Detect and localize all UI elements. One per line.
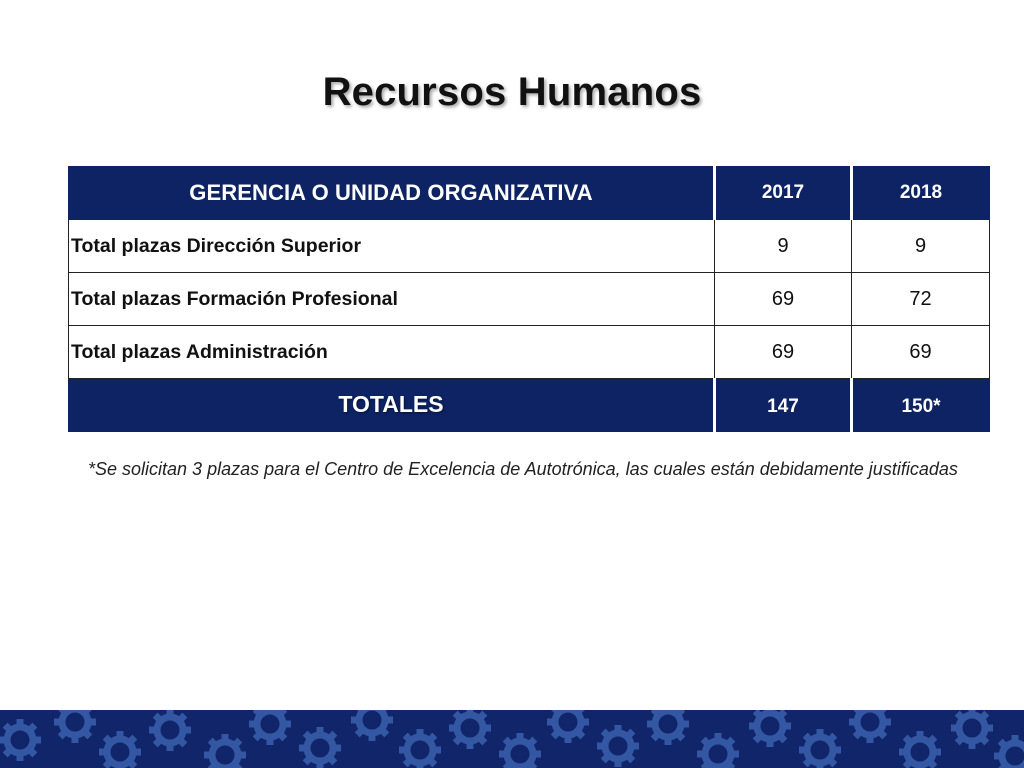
row-value: 9 — [715, 220, 852, 273]
totals-value-2018: 150* — [852, 379, 990, 432]
header-year-2017: 2017 — [715, 167, 852, 220]
header-unit-cell: GERENCIA O UNIDAD ORGANIZATIVA — [69, 167, 715, 220]
page-title: Recursos Humanos — [322, 70, 702, 114]
header-year-2018: 2018 — [852, 167, 990, 220]
row-label: Total plazas Formación Profesional — [69, 273, 715, 326]
row-value: 69 — [852, 326, 990, 379]
table-row — [69, 326, 990, 379]
totals-label: TOTALES — [69, 379, 715, 432]
row-value: 9 — [852, 220, 990, 273]
hr-table — [68, 166, 990, 432]
footer-band — [0, 710, 1024, 768]
row-value: 69 — [715, 273, 852, 326]
footnote: *Se solicitan 3 plazas para el Centro de Excelencia de Autotrónica, las cuales están debidamente justificadas — [88, 459, 958, 479]
totals-row — [69, 379, 990, 432]
table-row — [69, 220, 990, 273]
row-value: 72 — [852, 273, 990, 326]
totals-value-2017: 147 — [715, 379, 852, 432]
row-label: Total plazas Dirección Superior — [69, 220, 715, 273]
row-value: 69 — [715, 326, 852, 379]
gear-pattern-icon — [0, 710, 1024, 768]
table-header-row — [69, 167, 990, 220]
row-label: Total plazas Administración — [69, 326, 715, 379]
table-row — [69, 273, 990, 326]
